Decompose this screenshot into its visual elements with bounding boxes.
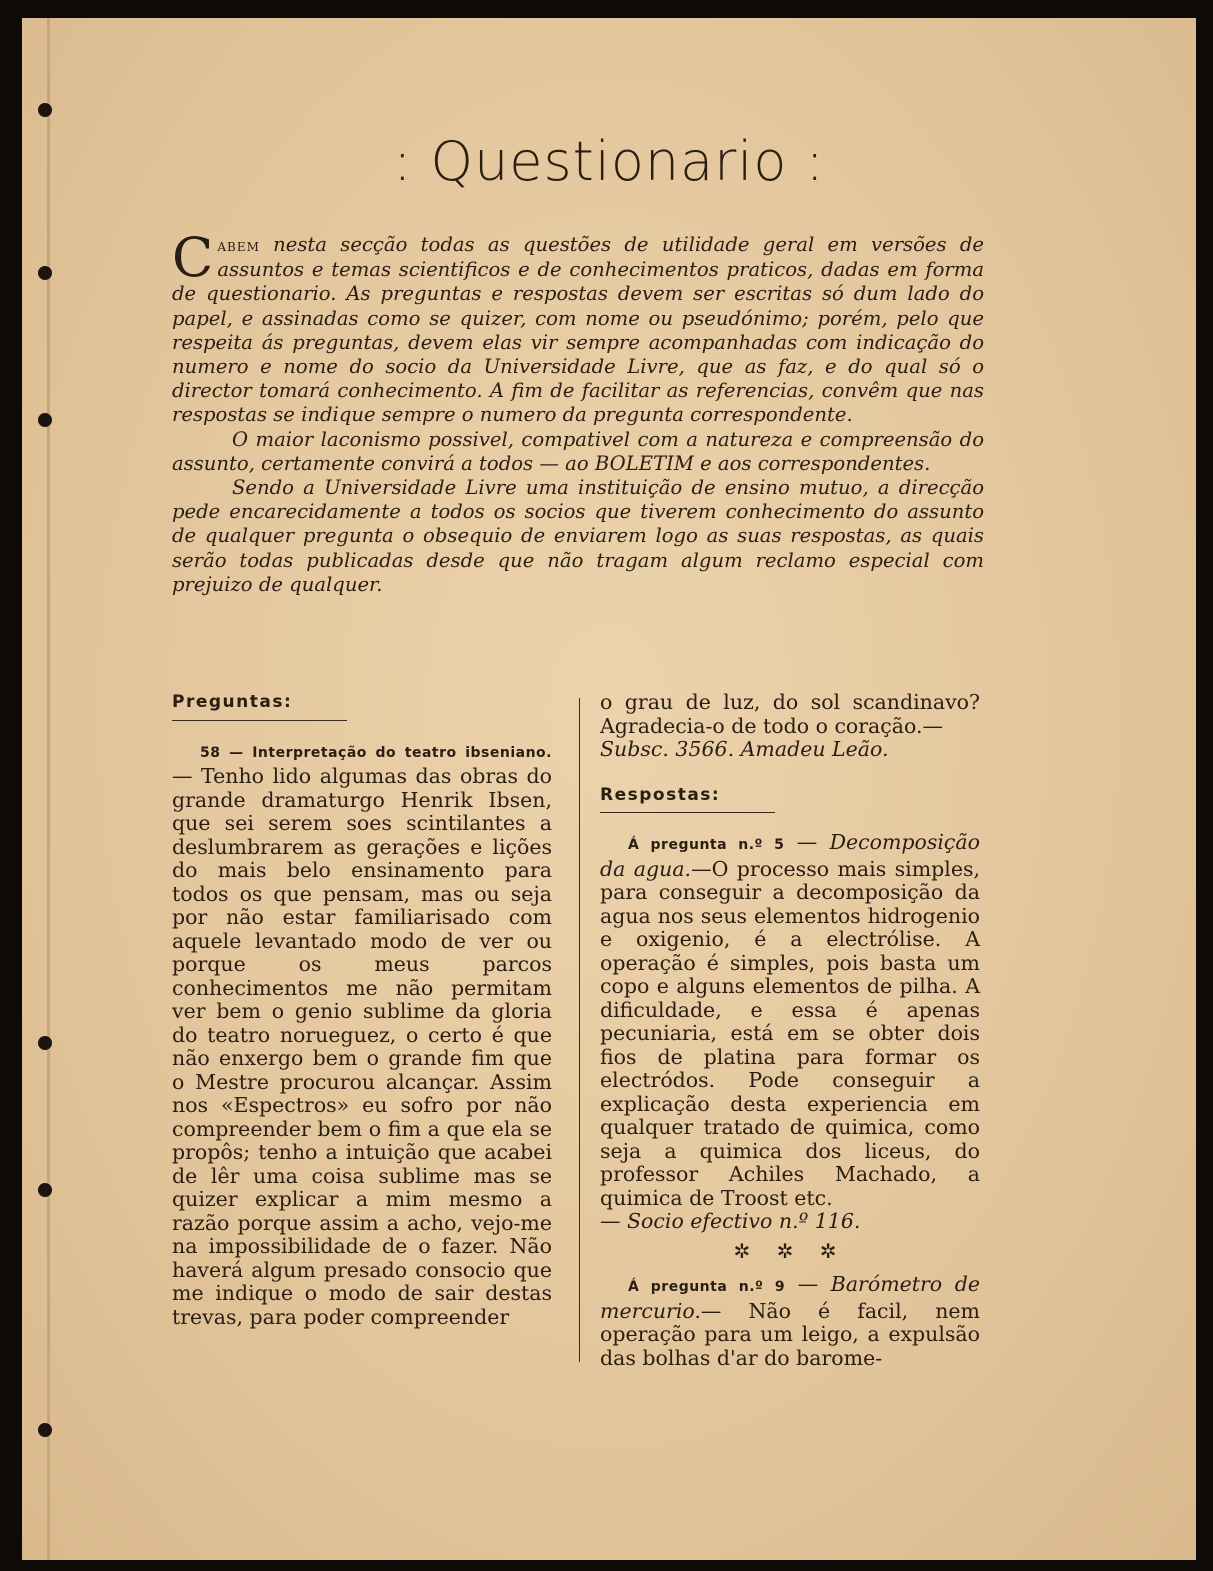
- preguntas-heading: Preguntas:: [172, 692, 293, 712]
- answer-5-text: —O processo mais simples, para conseguir a decomposição da agua nos seus elementos hidrogenio e oxigenio, é a electrólise. A operação é simples, pois basta um copo e alguns elementos de pilha. A dificuldade, e essa é apenas pecuniaria, está em se obter dois fios de platina para formar os electródos. Pode conseguir a explicação desta experiencia em qualquer tratado de quimica, como seja a quimica dos liceus, do professor Achiles Machado, a quimica de Troost etc.: [600, 856, 980, 1210]
- answer-5-signature: — Socio efectivo n.º 116.: [600, 1209, 861, 1233]
- column-divider: [579, 698, 580, 1362]
- drop-cap: C: [172, 226, 214, 289]
- intro-lead-word: abem: [217, 236, 260, 256]
- intro-paragraph-2: O maior laconismo possivel, compativel com a natureza e compreensão do assunto, certamente convirá a todos — ao BOLETIM e aos correspondentes.: [172, 427, 984, 475]
- intro-paragraph-3: Sendo a Universidade Livre uma instituição de ensino mutuo, a direcção pede encarecidamente a todos os socios que tiverem conhecimento do assunto de qualquer pregunta o obsequio de enviarem logo as suas respostas, as quais serão todas publicadas desde que não tragam algum reclamo especial com prejuizo de qualquer.: [172, 476, 984, 596]
- heading-rule: [172, 720, 347, 721]
- question-58-cont-text: o grau de luz, do sol scandinavo? Agradecia-o de todo o coração.—: [600, 690, 980, 738]
- answer-5-label: Á pregunta n.º 5: [628, 837, 785, 853]
- binding-hole: [38, 1036, 52, 1050]
- answer-9-dash: —: [785, 1272, 831, 1296]
- binding-hole: [38, 1183, 52, 1197]
- preguntas-column: [172, 691, 552, 1329]
- question-58-continuation: [600, 691, 980, 762]
- question-58: [172, 739, 552, 1330]
- answer-9-label: Á pregunta n.º 9: [628, 1279, 786, 1295]
- question-58-signature: Subsc. 3566. Amadeu Leão.: [600, 737, 889, 761]
- answer-5-dash: —: [784, 830, 830, 854]
- binding-hole: [38, 1423, 52, 1437]
- question-58-text: — Tenho lido algumas das obras do grande dramaturgo Henrik Ibsen, que sei serem soes scintilantes a deslumbrarem as gerações e lições do mais belo ensinamento para todos os que pensam, mas ou seja por não estar familiarisado com aquele levantado modo de ver ou porque os meus parcos conhecimentos me não permitam ver bem o genio sublime da gloria do teatro norueguez, o certo é que não enxergo bem o grande fim que o Mestre procurou alcançar. Assim nos «Espectros» eu sofro por não compreender bem o fim a que ela se propôs; tenho a intuição que acabei de lêr uma coisa sublime mas se quizer explicar a mim mesmo a razão porque assim a acho, vejo-me na impossibilidade de o fazer. Não haverá algum presado consocio que me indique o modo de sair destas trevas, para poder compreender: [172, 764, 552, 1329]
- answer-5: [600, 831, 980, 1234]
- answer-9: [600, 1273, 980, 1370]
- page: [22, 18, 1196, 1560]
- respostas-heading: Respostas:: [600, 784, 721, 805]
- binding-hole: [38, 103, 52, 117]
- intro-p1-text: nesta secção todas as questões de utilidade geral em versões de assuntos e temas scientificos e de conhecimentos praticos, dadas em forma de questionario. As preguntas e respostas devem ser escritas só dum lado do papel, e assinadas como se quizer, com nome ou pseudónimo; porém, pelo que respeita ás preguntas, devem elas vir sempre acompanhadas com indicação do numero e nome do socio da Universidade Livre, que as faz, e do qual só o director tomará conhecimento. A fim de facilitar as referencias, convêm que nas respostas se indique sempre o numero da pregunta correspondente.: [172, 233, 984, 427]
- intro-text: [172, 226, 984, 597]
- section-stars: ✲ ✲ ✲: [733, 1238, 847, 1263]
- answer-9-title: Barómetro de mercurio.: [600, 1272, 980, 1323]
- heading-rule: [600, 812, 775, 813]
- binding-hole: [38, 266, 52, 280]
- answer-5-title: Decomposição da agua.: [600, 830, 980, 881]
- binding-hole: [38, 413, 52, 427]
- intro-paragraph-1: [172, 226, 984, 428]
- respostas-column: [600, 691, 980, 1370]
- question-58-label: 58 — Interpretação do teatro ibseniano.: [200, 744, 552, 761]
- page-title: : Questionario :: [393, 130, 825, 193]
- answer-9-text: — Não é facil, nem operação para um leigo, a expulsão das bolhas d'ar do barome-: [600, 1298, 980, 1370]
